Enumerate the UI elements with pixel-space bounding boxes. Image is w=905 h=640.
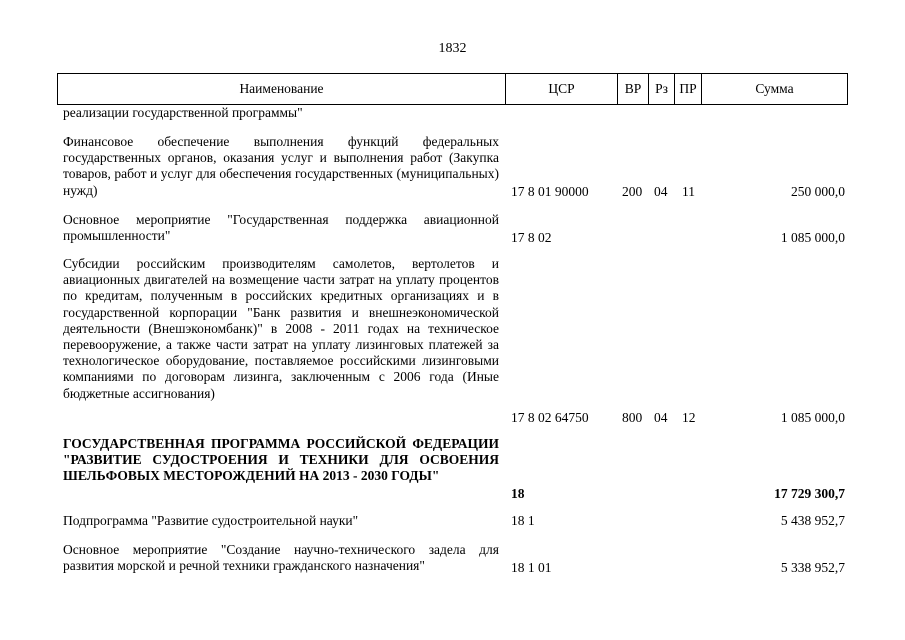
header-vr: ВР bbox=[618, 74, 649, 104]
row-sum: 250 000,0 bbox=[791, 184, 845, 199]
row-name: Основное мероприятие "Создание научно-технического задела для развития морской и речной техники гражданского назначения" bbox=[63, 542, 499, 574]
row-sum: 17 729 300,7 bbox=[774, 486, 845, 501]
row-csr: 17 8 02 64750 bbox=[511, 410, 589, 425]
row-csr: 18 bbox=[511, 486, 525, 501]
header-sum: Сумма bbox=[755, 81, 794, 96]
row-csr: 18 1 bbox=[511, 513, 535, 528]
row-vr: 800 bbox=[622, 410, 643, 425]
page-number: 1832 bbox=[438, 41, 467, 56]
row-sum: 1 085 000,0 bbox=[780, 410, 845, 425]
row-rz: 04 bbox=[654, 410, 668, 425]
row-sum: 5 438 952,7 bbox=[780, 513, 845, 528]
row-rz: 04 bbox=[654, 184, 668, 199]
row-name: ГОСУДАРСТВЕННАЯ ПРОГРАММА РОССИЙСКОЙ ФЕДЕРАЦИИ "РАЗВИТИЕ СУДОСТРОЕНИЯ И ТЕХНИКИ ДЛЯ ОСВОЕНИЯ ШЕЛЬФОВЫХ МЕСТОРОЖДЕНИЙ НА 2013 - 2030 ГОДЫ" bbox=[63, 436, 499, 484]
row-name: Субсидии российским производителям самолетов, вертолетов и авиационных двигателей на возмещение части затрат на уплату процентов по кредитам, полученным в российских кредитных организациях и в государственной корпорации "Банк развития и внешнеэкономической деятельности (Внешэкономбанк)" в 2008 - 2011 годах на техническое перевооружение, а также части затрат на уплату лизинговых платежей за технологическое оборудование, поставляемое российскими лизинговыми компаниями по договорам лизинга, заключенным с 2006 года (Иные бюджетные ассигнования) bbox=[63, 256, 499, 401]
header-csr: ЦСР bbox=[506, 74, 618, 104]
header-rz: Рз bbox=[649, 74, 675, 104]
table-header bbox=[57, 73, 848, 105]
row-name: Основное мероприятие "Государственная поддержка авиационной промышленности" bbox=[63, 212, 499, 244]
row-name: реализации государственной программы" bbox=[63, 105, 303, 120]
header-name: Наименование bbox=[58, 74, 506, 104]
row-name: Финансовое обеспечение выполнения функций федеральных государственных органов, оказания услуг и выполнения работ (Закупка товаров, работ и услуг для обеспечения государственных (муниципальных) нужд) bbox=[63, 134, 499, 198]
row-csr: 17 8 01 90000 bbox=[511, 184, 589, 199]
row-csr: 18 1 01 bbox=[511, 560, 552, 575]
header-pr: ПР bbox=[675, 74, 702, 104]
row-pr: 12 bbox=[682, 410, 696, 425]
row-vr: 200 bbox=[622, 184, 643, 199]
row-sum: 1 085 000,0 bbox=[780, 230, 845, 245]
row-csr: 17 8 02 bbox=[511, 230, 552, 245]
row-sum: 5 338 952,7 bbox=[780, 560, 845, 575]
row-pr: 11 bbox=[682, 184, 695, 199]
row-name: Подпрограмма "Развитие судостроительной науки" bbox=[63, 513, 359, 528]
